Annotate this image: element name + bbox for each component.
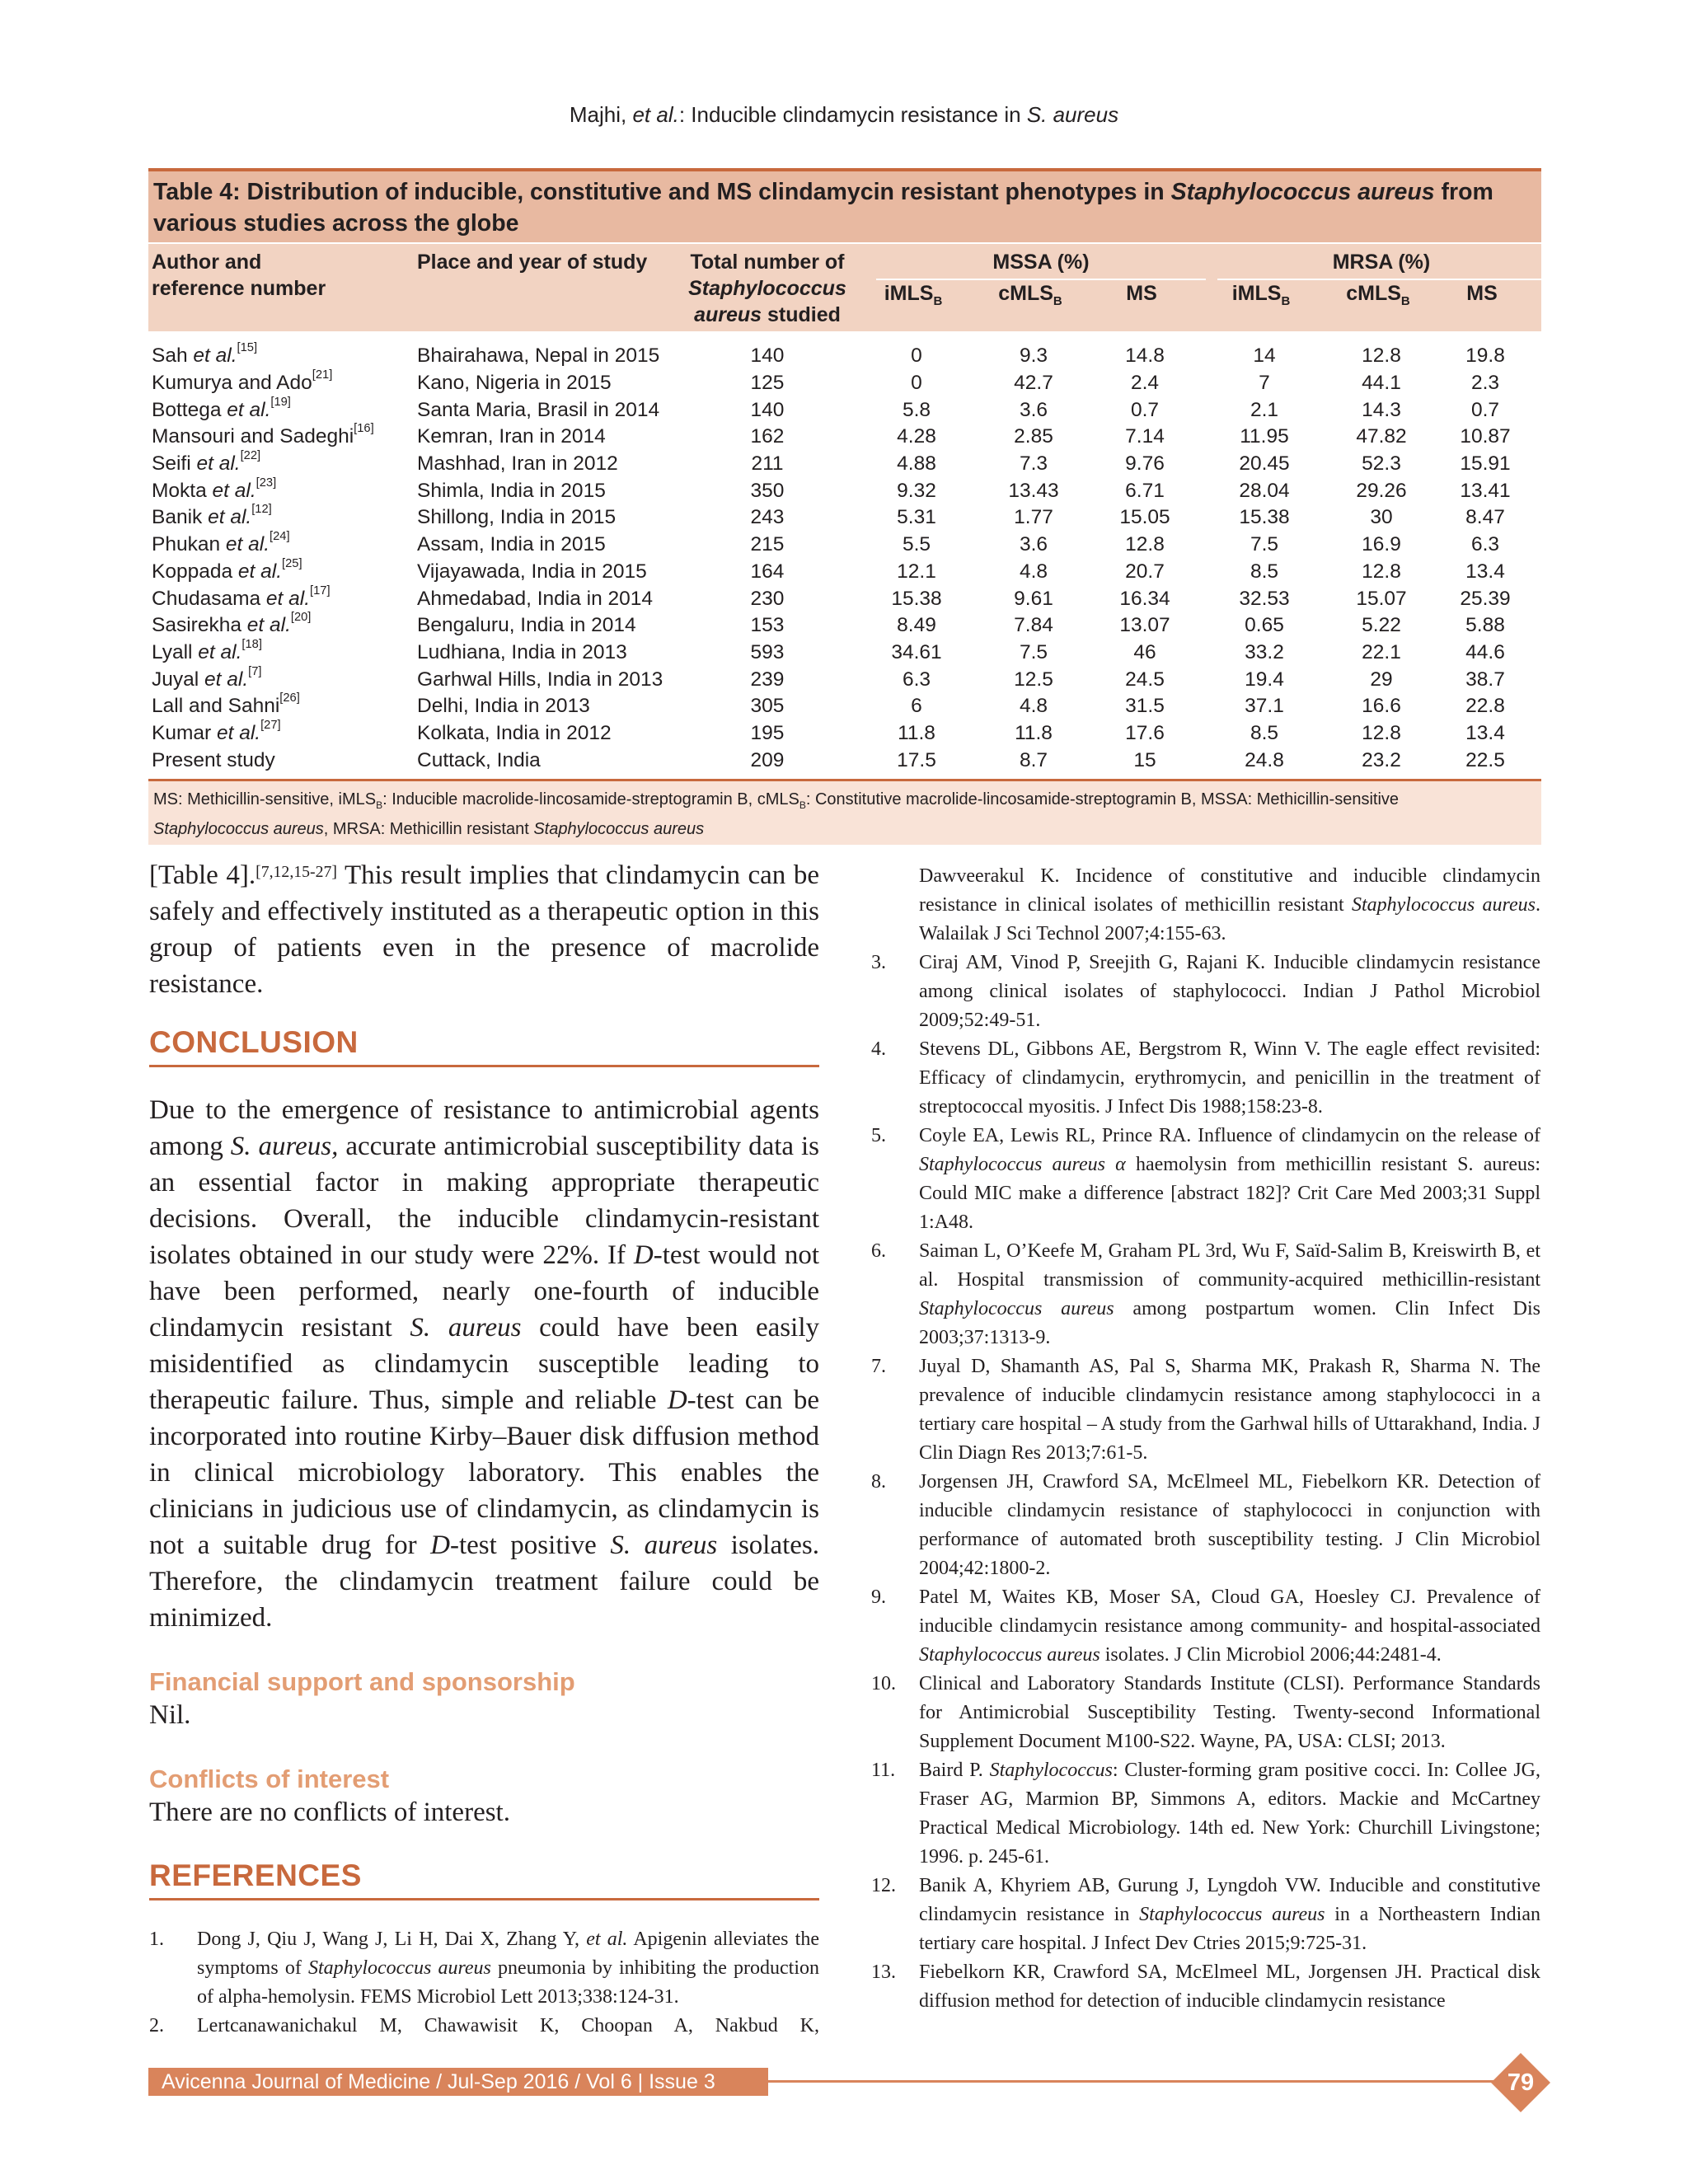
table-row: [148, 451, 1541, 478]
cell-value: 3.6: [1019, 398, 1048, 421]
cell-value: 0: [911, 372, 922, 395]
cell-total: 211: [751, 452, 784, 476]
cell-value: 24.8: [1245, 748, 1284, 771]
cell-author: Sah et al.[15]: [152, 341, 258, 368]
page-number: 79: [1507, 2069, 1535, 2096]
cell-value: 9.3: [1019, 344, 1048, 368]
table-row: [148, 396, 1541, 424]
cell-place: Kolkata, India in 2012: [417, 721, 612, 744]
cell-value: 12.8: [1362, 721, 1401, 744]
cell-author: Koppada et al.[25]: [152, 556, 302, 583]
reference-item: 10. Clinical and Laboratory Standards Institute (CLSI). Performance Standards for Antimicrobial Susceptibility Testing. Twenty-second Informational Supplement Document M100-S22. Wayne, PA, USA: CLSI; 2013.: [871, 1673, 1540, 1752]
cell-value: 28.04: [1239, 479, 1290, 502]
cell-author: Seifi et al.[22]: [152, 449, 261, 476]
cell-value: 4.88: [897, 452, 936, 476]
table-row: [148, 504, 1541, 532]
header-mrsa-imls: iMLS$_B$: [1231, 282, 1291, 308]
reference-list-left: [149, 1925, 819, 2041]
cell-value: 12.8: [1362, 344, 1401, 368]
cell-value: 17.6: [1125, 721, 1165, 744]
cell-value: 0.65: [1245, 614, 1284, 637]
cell-value: 9.61: [1014, 587, 1053, 610]
cell-value: 12.1: [897, 560, 936, 583]
cell-place: Bhairahawa, Nepal in 2015: [417, 344, 660, 368]
cell-total: 164: [750, 560, 785, 583]
cell-value: 44.1: [1362, 372, 1401, 395]
header-mrsa-ms: MS: [1466, 282, 1498, 305]
cell-place: Santa Maria, Brasil in 2014: [417, 398, 660, 421]
cell-value: 11.8: [898, 721, 935, 744]
cell-value: 14: [1253, 344, 1276, 368]
cell-value: 19.8: [1465, 344, 1505, 368]
cell-value: 7: [1259, 372, 1270, 395]
header-mrsa: MRSA (%): [1332, 251, 1431, 274]
table-row: [148, 693, 1541, 720]
cell-author: Mokta et al.[23]: [152, 476, 277, 502]
cell-place: Shimla, India in 2015: [417, 479, 606, 502]
table-caption: Table 4: Distribution of inducible, constitutive and MS clindamycin resistant phenotypes in Staphylococcus aureus from various studies across the globe: [148, 171, 1541, 242]
cell-place: Ludhiana, India in 2013: [417, 640, 627, 663]
cell-place: Vijayawada, India in 2015: [417, 560, 647, 583]
cell-value: 16.6: [1362, 695, 1401, 718]
cell-value: 2.4: [1130, 372, 1160, 395]
cell-value: 38.7: [1465, 668, 1505, 691]
cell-total: 215: [750, 533, 785, 556]
cell-value: 9.32: [897, 479, 936, 502]
cell-value: 6.3: [1470, 533, 1500, 556]
header-mssa-ms: MS: [1126, 282, 1157, 305]
cell-value: 15: [1133, 748, 1156, 771]
cell-value: 16.34: [1119, 587, 1170, 610]
cell-value: 13.07: [1119, 614, 1170, 637]
cell-author: Bottega et al.[19]: [152, 395, 291, 421]
reference-item: 4. Stevens DL, Gibbons AE, Bergstrom R, Winn V. The eagle effect revisited: Efficacy of clindamycin, erythromycin, and penicillin in the treatment of streptococcal myositis. J Infect Dis 1988;158:23-8.: [871, 1038, 1540, 1118]
cell-value: 5.22: [1362, 614, 1401, 637]
cell-total: 243: [750, 506, 785, 529]
running-head: Majhi, et al.: Inducible clindamycin resistance in S. aureus: [569, 102, 1119, 127]
cell-value: 4.8: [1019, 695, 1048, 718]
table-row: [148, 585, 1541, 612]
reference-item: 1. Dong J, Qiu J, Wang J, Li H, Dai X, Zhang Y, et al. Apigenin alleviates the symptoms of Staphylococcus aureus pneumonia by inhibiting the production of alpha-hemolysin. FEMS Microbiol Lett 2013;338:124-31.: [149, 1929, 820, 2008]
header-mssa-cmls: cMLS$_B$: [998, 282, 1062, 308]
cell-value: 0.7: [1470, 398, 1500, 421]
cell-value: 13.4: [1465, 560, 1505, 583]
cell-value: 20.7: [1125, 560, 1165, 583]
cell-place: Garhwal Hills, India in 2013: [417, 668, 663, 691]
left-column: [149, 857, 819, 2041]
reference-item: 12. Banik A, Khyriem AB, Gurung J, Lyngdoh VW. Inducible and constitutive clindamycin resistance in Staphylococcus aureus in a Northeastern Indian tertiary care hospital. J Infect Dev Ctries 2015;9:725-31.: [871, 1875, 1540, 1954]
cell-value: 25.39: [1460, 587, 1511, 610]
cell-value: 24.5: [1125, 668, 1165, 691]
cell-value: 15.38: [1239, 506, 1290, 529]
cell-place: Delhi, India in 2013: [417, 695, 590, 718]
cell-value: 15.38: [891, 587, 942, 610]
table-row: [148, 612, 1541, 640]
cell-value: 12.8: [1362, 560, 1401, 583]
cell-value: 4.8: [1019, 560, 1048, 583]
financial-text: Nil.: [149, 1700, 191, 1730]
table-row: [148, 424, 1541, 451]
cell-author: Juyal et al.[7]: [152, 664, 262, 691]
page-footer: [148, 2064, 1541, 2099]
reference-item: 11. Baird P. Staphylococcus: Cluster-forming gram positive cocci. In: Collee JG, Fraser AG, Marmion BP, Simmons A, editors. Mackie and McCartney Practical Medical Microbiology. 14th ed. New York: Churchill Livingstone; 1996. p. 245-61.: [871, 1760, 1540, 1868]
cell-value: 5.8: [902, 398, 931, 421]
table-row: [148, 637, 1541, 667]
cell-value: 29.26: [1356, 479, 1407, 502]
cell-value: 22.1: [1362, 640, 1401, 663]
table-4: [148, 168, 1541, 845]
cell-value: 14.3: [1362, 398, 1401, 421]
table-row: [148, 370, 1541, 397]
cell-value: 13.4: [1465, 721, 1505, 744]
cell-place: Bengaluru, India in 2014: [417, 614, 636, 637]
cell-total: 305: [750, 695, 785, 718]
cell-author: Phukan et al.[24]: [152, 530, 290, 556]
cell-place: Kano, Nigeria in 2015: [417, 372, 612, 395]
cell-total: 162: [750, 425, 785, 448]
header-mssa: MSSA (%): [992, 251, 1090, 274]
cell-value: 6.71: [1125, 479, 1165, 502]
cell-total: 230: [750, 587, 785, 610]
cell-value: 8.5: [1250, 721, 1279, 744]
cell-value: 15.05: [1119, 506, 1170, 529]
cell-value: 44.6: [1465, 640, 1505, 663]
cell-value: 16.9: [1362, 533, 1401, 556]
cell-value: 46: [1133, 640, 1156, 663]
cell-value: 34.61: [891, 640, 942, 663]
cell-value: 3.6: [1019, 533, 1048, 556]
cell-place: Mashhad, Iran in 2012: [417, 452, 618, 476]
table-row: [148, 477, 1541, 504]
cell-value: 4.28: [897, 425, 936, 448]
reference-item: 3. Ciraj AM, Vinod P, Sreejith G, Rajani K. Inducible clindamycin resistance among clinical isolates of staphylococci. Indian J Pathol Microbiol 2009;52:49-51.: [871, 952, 1540, 1031]
cell-place: Cuttack, India: [417, 748, 541, 771]
header-mrsa-cmls: cMLS$_B$: [1346, 282, 1410, 308]
cell-value: 5.88: [1465, 614, 1505, 637]
header-author: Author and reference number: [152, 251, 326, 300]
cell-value: 7.5: [1250, 533, 1279, 556]
table-row: [148, 556, 1541, 586]
reference-item: 7. Juyal D, Shamanth AS, Pal S, Sharma MK, Prakash R, Sharma N. The prevalence of inducible clindamycin resistance among staphylococci in a tertiary care hospital – A study from the Garhwal hills of Uttarakhand, India. J Clin Diagn Res 2013;7:61-5.: [871, 1356, 1540, 1464]
cell-value: 14.8: [1125, 344, 1165, 368]
cell-total: 593: [750, 640, 785, 663]
cell-value: 8.49: [897, 614, 936, 637]
header-mssa-imls: iMLS$_B$: [884, 282, 943, 308]
cell-value: 47.82: [1356, 425, 1407, 448]
cell-value: 15.91: [1460, 452, 1511, 476]
cell-value: 5.31: [897, 506, 936, 529]
cell-value: 2.85: [1014, 425, 1053, 448]
footer-rule: [768, 2080, 1510, 2083]
reference-item: 13. Fiebelkorn KR, Crawford SA, McElmeel ML, Jorgensen JH. Practical disk diffusion method for detection of inducible clindamycin resistance: [871, 1961, 1540, 2012]
cell-value: 15.07: [1356, 587, 1407, 610]
cell-value: 8.47: [1465, 506, 1505, 529]
table-footnote: MS: Methicillin-sensitive, iMLS$_B$: Inducible macrolide-lincosamide-streptogramin B, cMLS$_B$: Constitutive macrolide-lincosamide-streptogramin B, MSSA: Methicillin-sensitive Staphylococcus aureus, MRSA: Methicillin resistant Staphylococcus aureus: [148, 779, 1541, 845]
cell-value: 7.3: [1019, 452, 1048, 476]
intro-paragraph: [Table 4].[7,12,15-27] This result implies that clindamycin can be safely and effectively instituted as a therapeutic option in this group of patients even in the presence of macrolide resistance.: [149, 860, 820, 999]
table-row: [148, 532, 1541, 559]
conclusion-heading: CONCLUSION: [149, 1025, 819, 1067]
cell-value: 12.5: [1014, 668, 1053, 691]
cell-value: 30: [1370, 506, 1393, 529]
cell-value: 8.5: [1250, 560, 1279, 583]
table-header: [148, 242, 1541, 331]
cell-value: 22.5: [1465, 748, 1505, 771]
cell-value: 7.14: [1125, 425, 1165, 448]
cell-value: 23.2: [1362, 748, 1401, 771]
cell-author: Chudasama et al.[17]: [152, 583, 331, 610]
cell-place: Shillong, India in 2015: [417, 506, 617, 529]
cell-value: 12.8: [1125, 533, 1165, 556]
cell-value: 8.7: [1019, 748, 1048, 771]
cell-value: 52.3: [1362, 452, 1401, 476]
references-heading: REFERENCES: [149, 1858, 819, 1900]
cell-total: 153: [750, 614, 785, 637]
reference-list-right-numbered: [871, 949, 1540, 2016]
cell-value: 11.8: [1015, 721, 1053, 744]
cell-value: 0.7: [1130, 398, 1160, 421]
cell-value: 10.87: [1460, 425, 1511, 448]
cell-value: 5.5: [902, 533, 931, 556]
table-body: [148, 331, 1541, 779]
right-column: [871, 862, 1540, 2016]
cell-total: 239: [750, 668, 785, 691]
cell-author: Sasirekha et al.[20]: [152, 611, 312, 637]
cell-value: 13.43: [1008, 479, 1059, 502]
cell-value: 32.53: [1239, 587, 1290, 610]
cell-author: Present study: [152, 748, 275, 771]
cell-value: 7.84: [1014, 614, 1053, 637]
table-row: [148, 666, 1541, 693]
cell-author: Kumar et al.[27]: [152, 718, 281, 744]
cell-value: 2.1: [1250, 398, 1279, 421]
cell-value: 0: [911, 344, 922, 368]
cell-author: Mansouri and Sadeghi[16]: [152, 422, 374, 448]
cell-author: Lyall et al.[18]: [152, 637, 262, 663]
cell-total: 195: [750, 721, 785, 744]
cell-total: 140: [750, 344, 785, 368]
cell-value: 7.5: [1019, 640, 1048, 663]
cell-value: 19.4: [1245, 668, 1284, 691]
reference-item: Dawveerakul K. Incidence of constitutive and inducible clindamycin resistance in clinical isolates of methicillin resistant Staphylococcus aureus. Walailak J Sci Technol 2007;4:155-63.: [919, 865, 1540, 944]
cell-value: 13.41: [1460, 479, 1511, 502]
cell-value: 9.76: [1125, 452, 1165, 476]
cell-place: Assam, India in 2015: [417, 533, 606, 556]
reference-item: 5. Coyle EA, Lewis RL, Prince RA. Influence of clindamycin on the release of Staphylococcus aureus α haemolysin from methicillin resistant S. aureus: Could MIC make a difference [abstract 182]? Crit Care Med 2003;31 Suppl 1:A48.: [871, 1125, 1540, 1233]
cell-value: 6: [911, 695, 922, 718]
header-place: Place and year of study: [417, 251, 648, 274]
reference-item: 9. Patel M, Waites KB, Moser SA, Cloud GA, Hoesley CJ. Prevalence of inducible clindamycin resistance among community- and hospital-associated Staphylococcus aureus isolates. J Clin Microbiol 2006;44:2481-4.: [871, 1586, 1540, 1666]
table-row: [148, 720, 1541, 748]
financial-heading: Financial support and sponsorship: [149, 1667, 575, 1696]
journal-citation: Avicenna Journal of Medicine / Jul-Sep 2016 / Vol 6 | Issue 3: [148, 2068, 768, 2096]
cell-author: Banik et al.[12]: [152, 503, 272, 529]
reference-item: 6. Saiman L, O’Keefe M, Graham PL 3rd, Wu F, Saïd-Salim B, Kreiswirth B, et al. Hospital transmission of community-acquired methicillin-resistant Staphylococcus aureus among postpartum women. Clin Infect Dis 2003;37:1313-9.: [871, 1240, 1540, 1348]
conclusion-paragraph: Due to the emergence of resistance to antimicrobial agents among S. aureus, accurate antimicrobial susceptibility data is an essential factor in making appropriate therapeutic decisions. Overall, the inducible clindamycin-resistant isolates obtained in our study were 22%. If D-test would not have been performed, nearly one-fourth of inducible clindamycin resistant S. aureus could have been easily misidentified as clindamycin susceptible leading to therapeutic failure. Thus, simple and reliable D-test can be incorporated into routine Kirby–Bauer disk diffusion method in clinical microbiology laboratory. This enables the clinicians in judicious use of clindamycin, as clindamycin is not a suitable drug for D-test positive S. aureus isolates. Therefore, the clindamycin treatment failure could be minimized.: [149, 1095, 820, 1633]
reference-item: 8. Jorgensen JH, Crawford SA, McElmeel ML, Fiebelkorn KR. Detection of inducible clindamycin resistance of staphylococci in conjunction with performance of automated broth susceptibility testing. J Clin Microbiol 2004;42:1800-2.: [871, 1471, 1540, 1579]
cell-place: Kemran, Iran in 2014: [417, 425, 606, 448]
cell-value: 17.5: [897, 748, 936, 771]
cell-place: Ahmedabad, India in 2014: [417, 587, 654, 610]
header-total: Total number of Staphylococcus aureus studied: [688, 251, 846, 326]
reference-item: 2. Lertcanawanichakul M, Chawawisit K, Choopan A, Nakbud K,: [149, 2015, 819, 2036]
cell-value: 2.3: [1470, 372, 1500, 395]
cell-value: 31.5: [1125, 695, 1165, 718]
cell-author: Kumurya and Ado[21]: [152, 368, 333, 395]
cell-value: 1.77: [1014, 506, 1053, 529]
cell-author: Lall and Sahni[26]: [152, 691, 300, 718]
table-row: [148, 343, 1541, 370]
cell-value: 29: [1370, 668, 1393, 691]
cell-total: 209: [750, 748, 785, 771]
cell-value: 37.1: [1245, 695, 1284, 718]
cell-value: 11.95: [1240, 425, 1289, 448]
cell-total: 140: [750, 398, 785, 421]
table-row: [148, 747, 1541, 774]
cell-value: 33.2: [1245, 640, 1284, 663]
cell-total: 350: [750, 479, 785, 502]
cell-value: 6.3: [902, 668, 931, 691]
cell-total: 125: [750, 372, 785, 395]
cell-value: 42.7: [1014, 372, 1053, 395]
conflicts-heading: Conflicts of interest: [149, 1765, 390, 1793]
reference-list-right: [871, 862, 1540, 949]
conflicts-text: There are no conflicts of interest.: [149, 1797, 510, 1827]
cell-value: 20.45: [1239, 452, 1290, 476]
cell-value: 22.8: [1465, 695, 1505, 718]
